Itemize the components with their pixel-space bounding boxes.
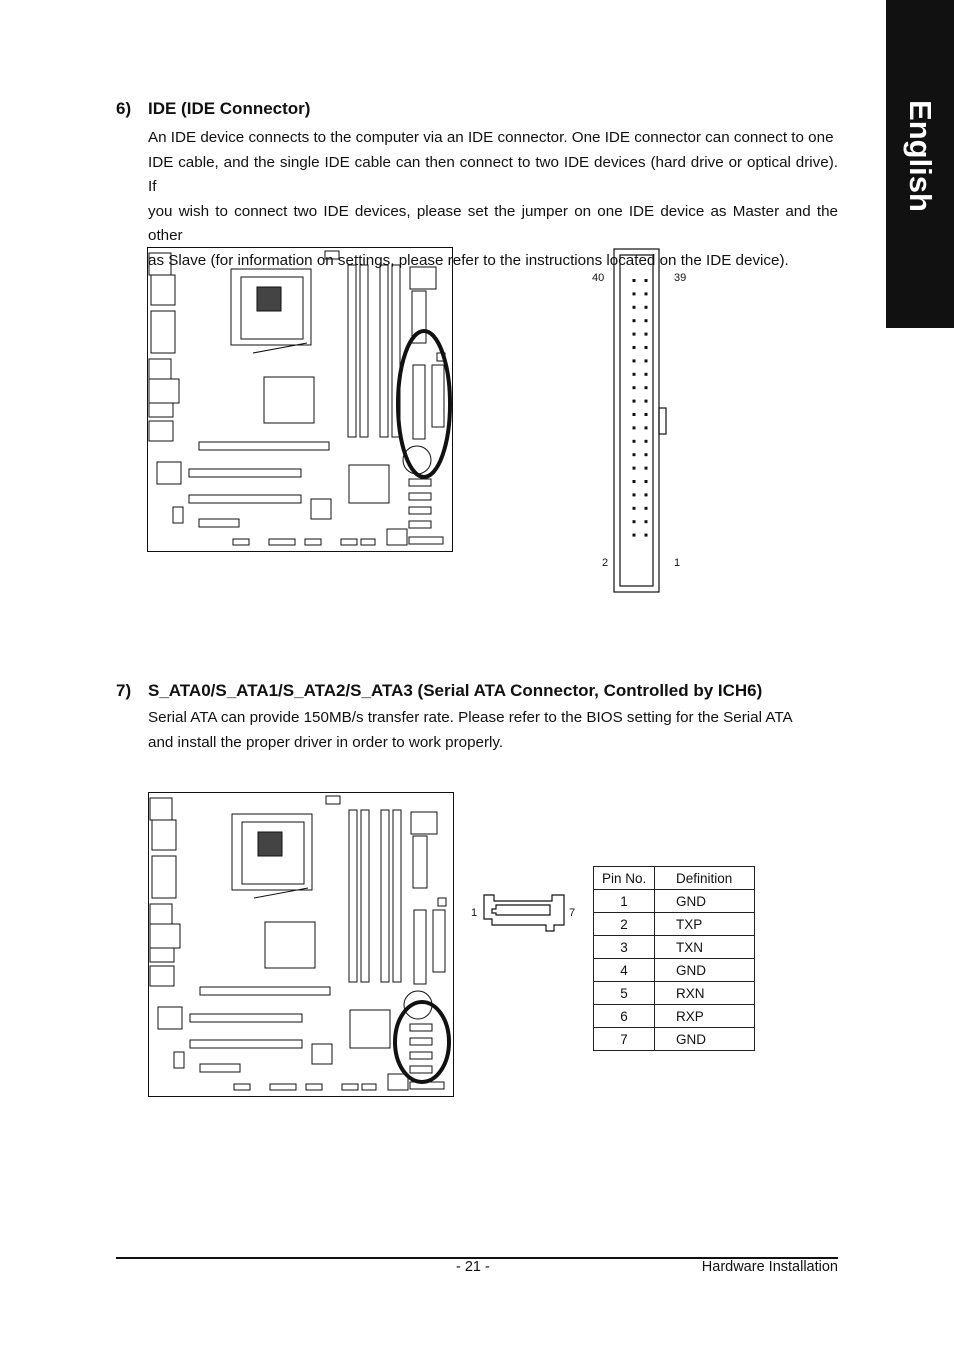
ide-pin — [645, 426, 648, 429]
ide-pin — [645, 467, 648, 470]
ide-pin — [645, 534, 648, 537]
section-7-line-1: Serial ATA can provide 150MB/s transfer rate. Please refer to the BIOS setting for the Serial ATA — [148, 709, 793, 726]
ide-pin — [645, 306, 648, 309]
section-7-body — [148, 706, 834, 755]
table-cell-pin: 1 — [594, 890, 655, 913]
language-tab-label: English — [903, 100, 938, 212]
ide-pin — [645, 359, 648, 362]
ide-pin — [645, 373, 648, 376]
table-cell-pin: 6 — [594, 1005, 655, 1028]
ide-pin — [633, 306, 636, 309]
sata-pin-label-1: 1 — [471, 907, 478, 919]
ide-pin — [645, 386, 648, 389]
section-7-number: 7) — [116, 681, 132, 700]
ide-pin — [633, 413, 636, 416]
table-row — [594, 1005, 755, 1028]
ide-pin — [633, 386, 636, 389]
section-6-line-2: IDE cable, and the single IDE cable can then connect to two IDE devices (hard drive or optical drive). If — [148, 153, 838, 195]
section-6-line-1: An IDE device connects to the computer via an IDE connector. One IDE connector can connect to one — [148, 129, 834, 146]
ide-pin — [633, 480, 636, 483]
table-row — [594, 1028, 755, 1051]
ide-pin — [633, 359, 636, 362]
table-row — [594, 959, 755, 982]
section-7-line-2: and install the proper driver in order to work properly. — [148, 733, 504, 751]
ide-pin — [645, 453, 648, 456]
table-cell-definition: GND — [655, 890, 755, 913]
ide-pin — [633, 534, 636, 537]
section-7-title: S_ATA0/S_ATA1/S_ATA2/S_ATA3 (Serial ATA Connector, Controlled by ICH6) — [148, 681, 763, 700]
footer-section-name: Hardware Installation — [701, 1259, 838, 1275]
table-cell-pin: 3 — [594, 936, 655, 959]
sata-connector-outline — [482, 893, 566, 933]
motherboard-diagram-sata — [148, 792, 454, 1097]
table-row — [594, 982, 755, 1005]
table-cell-pin: 4 — [594, 959, 655, 982]
ide-pin — [633, 440, 636, 443]
table-cell-definition: TXP — [655, 913, 755, 936]
ide-pin — [633, 507, 636, 510]
ide-pin — [633, 400, 636, 403]
sata-pin-label-7: 7 — [569, 907, 576, 919]
ide-pin-label-1: 1 — [674, 557, 681, 569]
ide-pin — [645, 400, 648, 403]
ide-pin — [645, 346, 648, 349]
ide-pin — [633, 467, 636, 470]
ide-pin — [645, 480, 648, 483]
ide-pin — [645, 319, 648, 322]
ide-pin — [633, 292, 636, 295]
footer-page-number: - 21 - — [456, 1259, 490, 1275]
table-row — [594, 890, 755, 913]
table-row — [594, 913, 755, 936]
table-row — [594, 936, 755, 959]
ide-pin — [645, 413, 648, 416]
table-cell-definition: GND — [655, 959, 755, 982]
ide-connector-pinout — [613, 248, 669, 594]
section-6-line-3: you wish to connect two IDE devices, please set the jumper on one IDE device as Master and the other — [148, 202, 838, 244]
table-cell-pin: 2 — [594, 913, 655, 936]
ide-pin — [633, 279, 636, 282]
ide-pin — [645, 493, 648, 496]
ide-pin — [645, 292, 648, 295]
ide-pin — [633, 319, 636, 322]
ide-pin — [633, 493, 636, 496]
language-tab — [886, 0, 954, 328]
ide-pin — [645, 520, 648, 523]
table-cell-pin: 5 — [594, 982, 655, 1005]
section-6-line-4: as Slave (for information on settings, please refer to the instructions located on the IDE device). — [148, 251, 789, 269]
ide-pin — [645, 507, 648, 510]
motherboard-diagram-ide — [147, 247, 453, 552]
ide-pin-label-40: 40 — [592, 272, 605, 284]
table-cell-definition: TXN — [655, 936, 755, 959]
table-cell-definition: GND — [655, 1028, 755, 1051]
ide-pin-label-39: 39 — [674, 272, 687, 284]
section-6-number: 6) — [116, 99, 132, 118]
table-cell-pin: 7 — [594, 1028, 655, 1051]
table-header-definition: Definition — [655, 867, 755, 890]
ide-pin — [645, 440, 648, 443]
ide-pin — [633, 520, 636, 523]
ide-pin — [633, 373, 636, 376]
ide-pin — [633, 453, 636, 456]
section-6-title: IDE (IDE Connector) — [148, 99, 311, 118]
sata-pin-definition-table — [593, 866, 755, 1051]
ide-pin — [633, 333, 636, 336]
table-header-pin-no: Pin No. — [594, 867, 655, 890]
table-cell-definition: RXN — [655, 982, 755, 1005]
ide-pin — [645, 279, 648, 282]
table-cell-definition: RXP — [655, 1005, 755, 1028]
ide-pin — [633, 346, 636, 349]
table-header-row — [594, 867, 755, 890]
ide-pin — [633, 426, 636, 429]
ide-pin — [645, 333, 648, 336]
ide-pin-label-2: 2 — [602, 557, 609, 569]
